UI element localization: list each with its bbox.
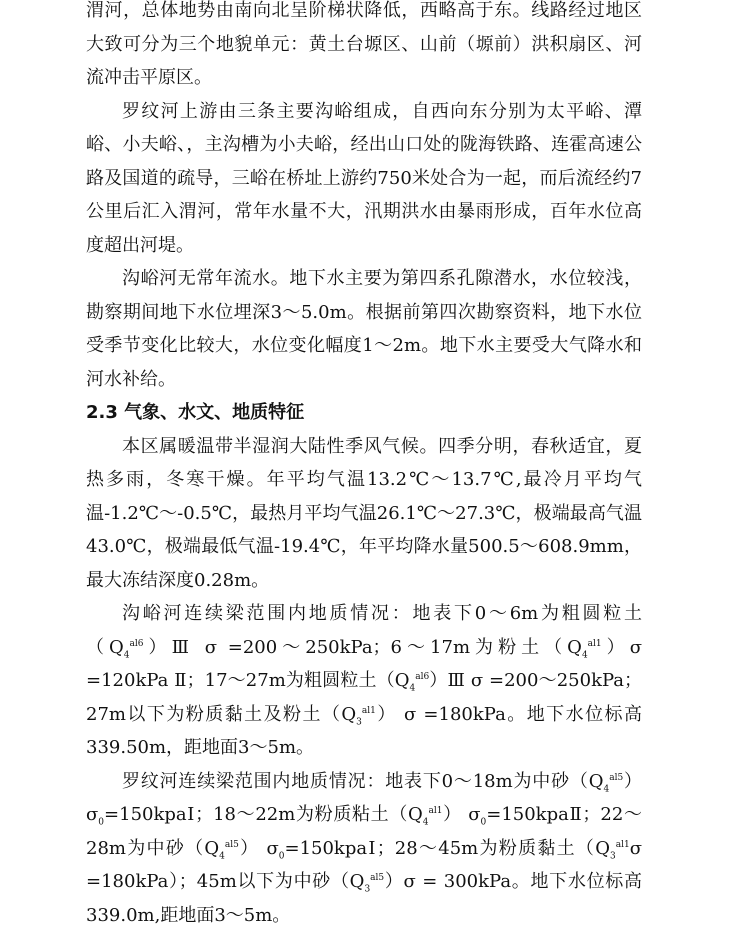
paragraph-geology-gouyu [86, 597, 642, 765]
superscript: al1 [428, 806, 442, 816]
subscript: 3 [356, 717, 362, 727]
subscript: 0 [98, 818, 104, 828]
paragraph-climate: 本区属暖温带半湿润大陆性季风气候。四季分明，春秋适宜，夏热多雨，冬寒干燥。年平均气温13.2℃～13.7℃,最冷月平均气温-1.2℃～-0.5℃，最热月平均气温26.1℃～27.3℃，极端最高气温43.0℃，极端最低气温-19.4℃，年平均降水量500.5～608.9mm，最大冻结深度0.28m。 [86, 430, 642, 598]
circled-numeral: Ⅱ [174, 670, 186, 691]
superscript: al5 [609, 773, 623, 783]
text-segment: 罗纹河连续梁范围内地质情况：地表下0～18m为中砂（Q [122, 771, 603, 792]
text-segment: ） σ =180kPa。地下水位标高339.50m，距地面3～5m。 [86, 704, 642, 759]
text-segment: ）σ =120kPa [86, 637, 642, 692]
paragraph-geology-luowen [86, 765, 642, 932]
circled-numeral: Ⅱ [569, 804, 583, 825]
text-segment: ）σ = 300kPa。地下水位标高339.0m,距地面3～5m。 [86, 871, 642, 926]
text-segment: ；28～45m为粉质黏土（Q [377, 838, 610, 859]
subscript: 4 [410, 684, 416, 694]
subscript: 3 [610, 851, 616, 861]
superscript: al6 [130, 639, 144, 649]
superscript: al1 [362, 706, 376, 716]
superscript: al5 [370, 873, 384, 883]
circled-numeral: Ⅰ [187, 804, 195, 825]
superscript: al1 [588, 639, 602, 649]
superscript: al6 [415, 672, 429, 682]
subscript: 0 [481, 818, 487, 828]
text-segment: ；17～27m为粗圆粒土（Q [187, 670, 410, 691]
subscript: 4 [219, 851, 225, 861]
text-segment: ；18～22m为粉质粘土（Q [195, 804, 423, 825]
text-segment: ） σ [442, 804, 480, 825]
text-segment: ） σ [239, 838, 279, 859]
section-heading: 2.3 气象、水文、地质特征 [86, 396, 642, 430]
superscript: al5 [225, 840, 239, 850]
text-segment: ；22～28m为中砂（Q [86, 804, 642, 859]
subscript: 4 [582, 650, 588, 660]
subscript: 4 [423, 818, 429, 828]
text-segment: ） [144, 637, 172, 658]
paragraph-luowen-river: 罗纹河上游由三条主要沟峪组成，自西向东分别为太平峪、潭峪、小夫峪、，主沟槽为小夫峪，经出山口处的陇海铁路、连霍高速公路及国道的疏导，三峪在桥址上游约750米处合为一起，而后流经约7公里后汇入渭河，常年水量不大，汛期洪水由暴雨形成，百年水位高度超出河堤。 [86, 95, 642, 263]
text-segment: ） [429, 670, 447, 691]
superscript: al1 [616, 840, 630, 850]
paragraph-groundwater: 沟峪河无常年流水。地下水主要为第四系孔隙潜水，水位较浅，勘察期间地下水位埋深3～5.0m。根据前第四次勘察资料，地下水位受季节变化比较大，水位变化幅度1～2m。地下水主要受大气降水和河水补给。 [86, 262, 642, 396]
subscript: 0 [279, 851, 285, 861]
subscript: 3 [364, 885, 370, 895]
subscript: 4 [124, 650, 130, 660]
document-page [86, 0, 642, 932]
text-segment: σ =180kPa）；45m以下为中砂（Q [86, 838, 642, 893]
circled-numeral: Ⅲ [172, 637, 194, 658]
text-segment: ） σ [86, 771, 642, 826]
text-segment: =150kpa [104, 804, 187, 825]
text-segment: σ =200～250kPa；27m以下为粉质黏土及粉土（Q [86, 670, 642, 725]
text-segment: =150kpa [486, 804, 569, 825]
circled-numeral: Ⅲ [448, 670, 466, 691]
text-segment: 沟峪河连续梁范围内地质情况：地表下0～6m为粗圆粒土（Q [86, 603, 642, 658]
text-segment: =150kpa [284, 838, 367, 859]
paragraph-terrain: 渭河，总体地势由南向北呈阶梯状降低，西略高于东。线路经过地区大致可分为三个地貌单元：黄土台塬区、山前（塬前）洪积扇区、河流冲击平原区。 [86, 0, 642, 95]
text-segment: σ =200～250kPa；6～17m为粉土（Q [194, 637, 582, 658]
circled-numeral: Ⅰ [367, 838, 377, 859]
subscript: 4 [603, 784, 609, 794]
